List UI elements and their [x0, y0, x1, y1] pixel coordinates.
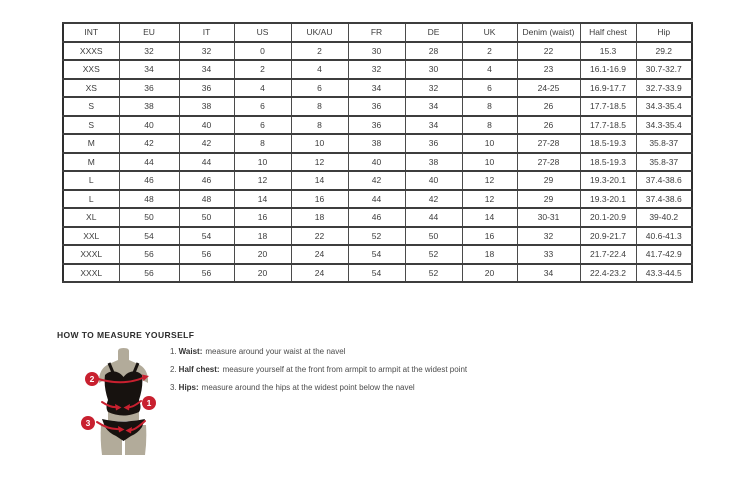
table-cell: 24-25	[517, 79, 580, 98]
table-cell: 16.1-16.9	[580, 60, 636, 79]
table-cell: 38	[179, 97, 234, 116]
table-cell: 23	[517, 60, 580, 79]
step-number: 2.	[170, 365, 177, 374]
table-cell: 19.3-20.1	[580, 190, 636, 209]
table-cell: 38	[119, 97, 179, 116]
column-header: US	[234, 23, 291, 42]
table-row	[63, 227, 692, 246]
table-cell: 46	[348, 208, 405, 227]
table-cell: 40	[405, 171, 462, 190]
measure-step-hips	[170, 383, 467, 392]
table-cell: 8	[234, 134, 291, 153]
table-cell: 36	[348, 116, 405, 135]
table-cell: 18	[234, 227, 291, 246]
table-cell: 4	[462, 60, 517, 79]
table-cell: 29	[517, 171, 580, 190]
table-cell: 6	[234, 97, 291, 116]
table-cell: 27-28	[517, 153, 580, 172]
table-cell: 36	[179, 79, 234, 98]
table-cell: 52	[348, 227, 405, 246]
table-cell: 34	[405, 97, 462, 116]
table-cell: 42	[119, 134, 179, 153]
table-cell: 34	[119, 60, 179, 79]
table-cell: 29	[517, 190, 580, 209]
table-cell: 54	[179, 227, 234, 246]
table-cell: 34	[405, 116, 462, 135]
table-cell: 18.5-19.3	[580, 134, 636, 153]
table-cell: 36	[348, 97, 405, 116]
table-cell: 16	[462, 227, 517, 246]
table-cell: 42	[405, 190, 462, 209]
table-cell: 18.5-19.3	[580, 153, 636, 172]
table-cell: 18	[291, 208, 348, 227]
table-cell: 40	[348, 153, 405, 172]
table-cell: 30	[348, 42, 405, 61]
table-cell: 38	[348, 134, 405, 153]
table-cell: 26	[517, 116, 580, 135]
table-cell: 17.7-18.5	[580, 97, 636, 116]
table-cell: 16	[291, 190, 348, 209]
table-cell: XXXS	[63, 42, 119, 61]
table-cell: S	[63, 97, 119, 116]
step-number: 1.	[170, 347, 177, 356]
table-cell: 40	[179, 116, 234, 135]
table-cell: 0	[234, 42, 291, 61]
table-cell: 28	[405, 42, 462, 61]
table-cell: 44	[179, 153, 234, 172]
table-cell: 46	[119, 171, 179, 190]
hips-marker-badge: 3	[81, 416, 95, 430]
table-row	[63, 245, 692, 264]
table-cell: 30-31	[517, 208, 580, 227]
table-cell: 19.3-20.1	[580, 171, 636, 190]
table-cell: 16	[234, 208, 291, 227]
table-cell: 35.8-37	[636, 134, 692, 153]
measure-steps-list	[170, 347, 467, 401]
table-cell: 50	[405, 227, 462, 246]
table-cell: 12	[234, 171, 291, 190]
table-cell: 17.7-18.5	[580, 116, 636, 135]
table-cell: 10	[291, 134, 348, 153]
size-chart-table-wrap	[62, 22, 691, 283]
table-cell: 56	[119, 264, 179, 283]
table-cell: 27-28	[517, 134, 580, 153]
table-cell: 14	[234, 190, 291, 209]
table-row	[63, 42, 692, 61]
table-cell: 35.8-37	[636, 153, 692, 172]
table-cell: 54	[348, 245, 405, 264]
table-cell: L	[63, 190, 119, 209]
table-cell: 32	[348, 60, 405, 79]
step-label: Waist:	[178, 347, 203, 356]
table-cell: 6	[234, 116, 291, 135]
table-cell: 30	[405, 60, 462, 79]
table-cell: 34	[348, 79, 405, 98]
table-cell: 34	[517, 264, 580, 283]
table-row	[63, 134, 692, 153]
table-cell: 18	[462, 245, 517, 264]
table-row	[63, 190, 692, 209]
table-cell: 30.7-32.7	[636, 60, 692, 79]
table-cell: 36	[119, 79, 179, 98]
table-cell: 12	[291, 153, 348, 172]
table-cell: XXXL	[63, 264, 119, 283]
table-cell: 56	[179, 264, 234, 283]
table-cell: 41.7-42.9	[636, 245, 692, 264]
table-cell: 15.3	[580, 42, 636, 61]
table-cell: 39-40.2	[636, 208, 692, 227]
table-cell: 20	[462, 264, 517, 283]
column-header: Half chest	[580, 23, 636, 42]
table-cell: 52	[405, 245, 462, 264]
step-text: measure yourself at the front from armpit to armpit at the widest point	[222, 365, 468, 374]
table-cell: 6	[462, 79, 517, 98]
table-cell: 6	[291, 79, 348, 98]
chest-marker-badge: 2	[85, 372, 99, 386]
table-cell: 37.4-38.6	[636, 171, 692, 190]
table-cell: 38	[405, 153, 462, 172]
table-row	[63, 60, 692, 79]
table-cell: 4	[234, 79, 291, 98]
table-cell: 24	[291, 245, 348, 264]
table-cell: 22.4-23.2	[580, 264, 636, 283]
column-header: IT	[179, 23, 234, 42]
column-header: UK	[462, 23, 517, 42]
table-cell: XL	[63, 208, 119, 227]
table-cell: 34	[179, 60, 234, 79]
table-cell: 20.9-21.7	[580, 227, 636, 246]
table-cell: 8	[462, 116, 517, 135]
table-cell: 34.3-35.4	[636, 97, 692, 116]
table-cell: 22	[517, 42, 580, 61]
column-header: FR	[348, 23, 405, 42]
table-cell: 40.6-41.3	[636, 227, 692, 246]
table-cell: 10	[462, 134, 517, 153]
table-cell: 10	[462, 153, 517, 172]
table-cell: 48	[119, 190, 179, 209]
table-cell: 46	[179, 171, 234, 190]
column-header: Hip	[636, 23, 692, 42]
column-header: DE	[405, 23, 462, 42]
measure-step-waist	[170, 347, 467, 356]
step-text: measure around the hips at the widest point below the navel	[201, 383, 415, 392]
table-cell: 32.7-33.9	[636, 79, 692, 98]
table-cell: M	[63, 153, 119, 172]
table-cell: 29.2	[636, 42, 692, 61]
table-row	[63, 153, 692, 172]
table-cell: 4	[291, 60, 348, 79]
table-cell: 40	[119, 116, 179, 135]
size-chart-table	[62, 22, 693, 283]
table-cell: 44	[348, 190, 405, 209]
column-header: INT	[63, 23, 119, 42]
table-body	[63, 42, 692, 283]
table-cell: 20	[234, 264, 291, 283]
table-cell: 37.4-38.6	[636, 190, 692, 209]
table-cell: 44	[119, 153, 179, 172]
waist-marker-badge: 1	[142, 396, 156, 410]
table-cell: 8	[462, 97, 517, 116]
table-cell: 32	[119, 42, 179, 61]
table-cell: 56	[179, 245, 234, 264]
table-cell: 43.3-44.5	[636, 264, 692, 283]
table-cell: 54	[119, 227, 179, 246]
table-cell: 12	[462, 171, 517, 190]
table-cell: 42	[348, 171, 405, 190]
table-row	[63, 116, 692, 135]
table-cell: 54	[348, 264, 405, 283]
table-cell: 36	[405, 134, 462, 153]
table-cell: 48	[179, 190, 234, 209]
table-row	[63, 208, 692, 227]
column-header: UK/AU	[291, 23, 348, 42]
column-header: Denim (waist)	[517, 23, 580, 42]
table-cell: 26	[517, 97, 580, 116]
table-cell: M	[63, 134, 119, 153]
table-cell: 56	[119, 245, 179, 264]
table-cell: 42	[179, 134, 234, 153]
table-row	[63, 97, 692, 116]
step-number: 3.	[170, 383, 177, 392]
table-cell: 10	[234, 153, 291, 172]
table-cell: 52	[405, 264, 462, 283]
table-cell: 21.7-22.4	[580, 245, 636, 264]
table-cell: 20.1-20.9	[580, 208, 636, 227]
table-cell: XXL	[63, 227, 119, 246]
table-cell: 20	[234, 245, 291, 264]
table-cell: 12	[462, 190, 517, 209]
table-cell: 8	[291, 97, 348, 116]
table-cell: 50	[119, 208, 179, 227]
camisole-bodice	[105, 371, 143, 415]
measure-step-half-chest	[170, 365, 467, 374]
table-cell: L	[63, 171, 119, 190]
table-cell: 33	[517, 245, 580, 264]
table-cell: 22	[291, 227, 348, 246]
table-cell: 2	[234, 60, 291, 79]
table-cell: 2	[462, 42, 517, 61]
table-cell: 32	[179, 42, 234, 61]
table-cell: 2	[291, 42, 348, 61]
table-row	[63, 264, 692, 283]
measure-section-title: HOW TO MEASURE YOURSELF	[57, 330, 195, 340]
table-cell: 32	[517, 227, 580, 246]
table-cell: 14	[291, 171, 348, 190]
table-cell: S	[63, 116, 119, 135]
step-label: Hips:	[178, 383, 199, 392]
table-cell: 16.9-17.7	[580, 79, 636, 98]
table-cell: XS	[63, 79, 119, 98]
column-header: EU	[119, 23, 179, 42]
table-cell: 14	[462, 208, 517, 227]
table-row	[63, 79, 692, 98]
table-cell: 32	[405, 79, 462, 98]
table-row	[63, 171, 692, 190]
table-cell: 44	[405, 208, 462, 227]
step-label: Half chest:	[178, 365, 220, 374]
table-cell: 50	[179, 208, 234, 227]
table-cell: 8	[291, 116, 348, 135]
table-header-row	[63, 23, 692, 42]
step-text: measure around your waist at the navel	[205, 347, 346, 356]
table-cell: 34.3-35.4	[636, 116, 692, 135]
table-cell: XXS	[63, 60, 119, 79]
table-cell: 24	[291, 264, 348, 283]
table-cell: XXXL	[63, 245, 119, 264]
